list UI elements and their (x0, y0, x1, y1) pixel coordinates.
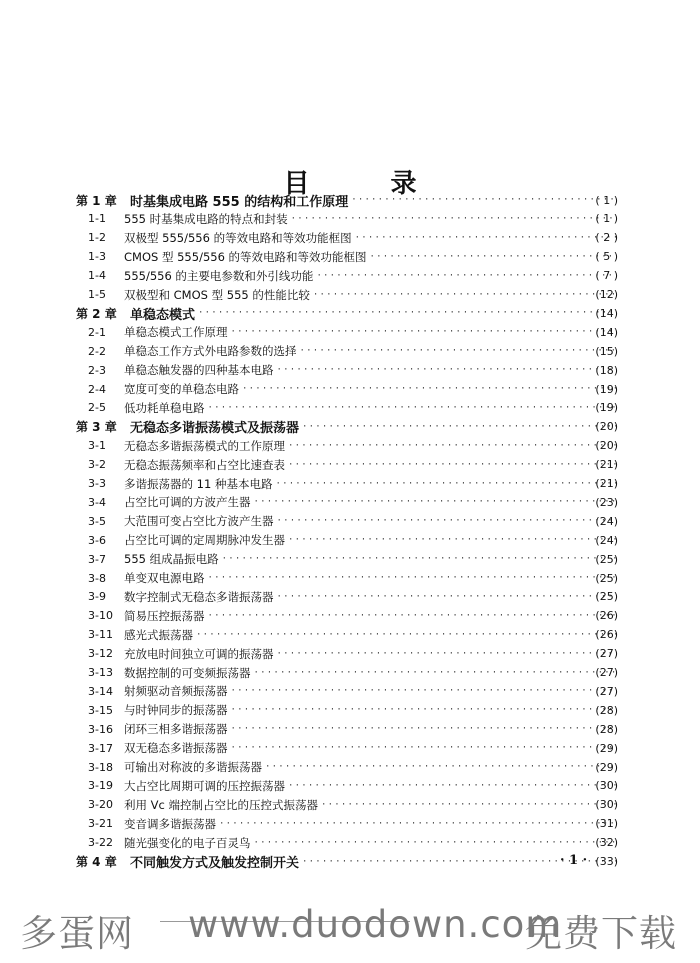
entry-number: 2-5 (88, 401, 106, 415)
entry-number: 第 3 章 (76, 420, 117, 435)
toc-section-entry[interactable] (0, 738, 700, 758)
dot-leader (355, 233, 616, 243)
toc-section-entry[interactable] (0, 606, 700, 626)
entry-number: 3-5 (88, 514, 106, 528)
entry-main (124, 230, 619, 246)
entry-title: 单稳态模式 (130, 307, 196, 323)
toc-section-entry[interactable] (0, 719, 700, 739)
entry-number: 3-9 (88, 590, 106, 604)
entry-title: 单稳态模式工作原理 (124, 325, 228, 340)
toc-section-entry[interactable] (0, 379, 700, 399)
entry-title: 多谐振荡器的 11 种基本电路 (124, 476, 273, 491)
entry-number: 3-7 (88, 552, 106, 566)
entry-number: 3-20 (88, 798, 113, 812)
page-title: 目 录 (283, 169, 453, 200)
watermark-slogan: 免费下载 (525, 912, 677, 955)
entry-title: 大占空比周期可调的压控振荡器 (124, 778, 285, 793)
toc-section-entry[interactable] (0, 455, 700, 475)
entry-number: 1-5 (88, 288, 106, 301)
entry-number: 3-21 (88, 817, 113, 831)
watermark-site-name: 多蛋网 (20, 912, 134, 955)
dot-leader (288, 460, 616, 470)
entry-main (124, 683, 619, 699)
toc-section-entry[interactable] (0, 530, 700, 550)
entry-title: 单稳态工作方式外电路参数的选择 (124, 344, 297, 359)
entry-page: (26) (595, 609, 618, 623)
toc-section-entry[interactable] (0, 625, 700, 645)
entry-main (124, 740, 619, 756)
watermark-url: www.duodown.com (188, 903, 563, 946)
toc-section-entry[interactable] (0, 247, 700, 267)
entry-page: (27) (595, 684, 618, 698)
entry-page: (33) (595, 855, 618, 868)
entry-number: 1-3 (88, 250, 106, 264)
entry-main (130, 417, 619, 436)
entry-main (124, 608, 619, 624)
entry-page: (20) (595, 439, 618, 453)
entry-number: 3-15 (88, 703, 113, 717)
entry-title: 555 组成晶振电路 (124, 552, 219, 567)
entry-main (124, 627, 619, 643)
entry-page: ( 1 ) (595, 212, 618, 226)
entry-title: 与时钟同步的振荡器 (124, 703, 228, 718)
entry-page: (27) (595, 666, 618, 679)
entry-page: (23) (595, 495, 618, 509)
toc-chapter-entry[interactable] (0, 417, 700, 437)
dot-leader (277, 516, 617, 526)
entry-page: (21) (595, 458, 618, 472)
entry-main (124, 249, 619, 265)
toc-section-entry[interactable] (0, 700, 700, 720)
entry-title: 双极型 555/556 的等效电路和等效功能框图 (124, 230, 352, 245)
dot-leader (208, 573, 617, 583)
dot-leader (370, 252, 616, 262)
toc-section-entry[interactable] (0, 795, 700, 815)
entry-page: (30) (595, 779, 618, 793)
entry-main (124, 665, 619, 681)
entry-number: 2-4 (88, 382, 106, 396)
entry-number: 第 2 章 (76, 306, 117, 321)
entry-number: 1-4 (88, 269, 106, 283)
entry-title: 宽度可变的单稳态电路 (124, 382, 239, 396)
toc-section-entry[interactable] (0, 209, 700, 229)
toc-section-entry[interactable] (0, 322, 700, 342)
entry-page: (19) (595, 382, 618, 396)
entry-page: (21) (595, 477, 618, 490)
entry-number: 第 1 章 (76, 193, 117, 208)
entry-page: ( 2 ) (595, 231, 618, 245)
dot-leader (313, 290, 616, 300)
entry-page: (24) (595, 514, 618, 528)
dot-leader (198, 308, 616, 318)
toc-section-entry[interactable] (0, 663, 700, 683)
entry-title: 数字控制式无稳态多谐振荡器 (124, 589, 274, 604)
entry-title: 双无稳态多谐振荡器 (124, 741, 228, 756)
toc-section-entry[interactable] (0, 285, 700, 305)
entry-number: 2-2 (88, 344, 106, 358)
entry-number: 3-2 (88, 458, 106, 472)
entry-page: (32) (595, 836, 618, 850)
dot-leader (288, 535, 616, 545)
entry-title: 射频驱动音频振荡器 (124, 684, 228, 699)
entry-title: 大范围可变占空比方波产生器 (124, 514, 274, 529)
entry-main (124, 702, 619, 718)
toc-section-entry[interactable] (0, 568, 700, 588)
toc-section-entry[interactable] (0, 474, 700, 494)
entry-main (124, 381, 619, 397)
entry-number: 3-4 (88, 495, 106, 509)
entry-main (124, 721, 619, 737)
dot-leader (291, 214, 616, 224)
entry-main (124, 438, 619, 454)
entry-title: 感光式振荡器 (124, 627, 193, 642)
dot-leader (196, 630, 616, 640)
entry-main (130, 304, 619, 323)
entry-main (124, 513, 619, 529)
entry-page: (25) (595, 552, 618, 566)
dot-leader (302, 422, 616, 432)
toc-section-entry[interactable] (0, 360, 700, 380)
toc-section-entry[interactable] (0, 549, 700, 569)
entry-main (124, 343, 619, 359)
entry-number: 3-22 (88, 836, 113, 850)
toc-section-entry[interactable] (0, 833, 700, 853)
entry-title: 随光强变化的电子百灵鸟 (124, 835, 251, 850)
entry-main (124, 362, 619, 378)
entry-page: (29) (595, 741, 618, 755)
entry-title: 无稳态多谐振荡模式的工作原理 (124, 438, 285, 453)
dot-leader (242, 384, 616, 394)
entry-number: 3-18 (88, 760, 113, 774)
entry-title: 充放电时间独立可调的振荡器 (124, 646, 274, 661)
entry-title: 利用 Vc 端控制占空比的压控式振荡器 (124, 797, 318, 812)
dot-leader (277, 649, 617, 659)
entry-main (130, 852, 619, 871)
entry-number: 2-3 (88, 363, 106, 377)
entry-page: (20) (595, 420, 618, 434)
entry-main (124, 570, 619, 586)
entry-number: 3-19 (88, 779, 113, 793)
toc-section-entry[interactable] (0, 266, 700, 286)
entry-main (124, 551, 619, 567)
entry-page: (28) (595, 722, 618, 736)
dot-leader (231, 686, 617, 696)
entry-page: (30) (595, 798, 618, 812)
dot-leader (231, 724, 617, 734)
dot-leader (231, 327, 617, 337)
dot-leader (254, 838, 617, 848)
entry-page: ( 5 ) (595, 250, 618, 264)
entry-number: 1-1 (88, 212, 106, 226)
entry-number: 3-12 (88, 647, 113, 661)
toc-section-entry[interactable] (0, 341, 700, 361)
entry-number: 3-14 (88, 684, 113, 698)
entry-page: (19) (595, 401, 618, 415)
entry-main (130, 191, 619, 210)
entry-main (124, 532, 619, 548)
toc-section-entry[interactable] (0, 436, 700, 456)
entry-title: 555 时基集成电路的特点和封装 (124, 211, 288, 226)
entry-number: 2-1 (88, 325, 106, 339)
entry-main (124, 287, 619, 303)
entry-title: 单稳态触发器的四种基本电路 (124, 363, 274, 378)
dot-leader (208, 611, 617, 621)
entry-page: (12) (595, 288, 618, 301)
entry-title: 数据控制的可变频振荡器 (124, 665, 251, 680)
toc-section-entry[interactable] (0, 757, 700, 777)
dot-leader (316, 271, 616, 281)
entry-title: 无稳态多谐振荡模式及振荡器 (130, 421, 300, 437)
entry-main (124, 476, 619, 492)
toc-section-entry[interactable] (0, 228, 700, 248)
entry-page: (25) (595, 571, 618, 585)
entry-main (124, 759, 619, 775)
entry-main (124, 268, 619, 284)
dot-leader (219, 819, 616, 829)
entry-number: 3-11 (88, 628, 113, 642)
entry-title: 不同触发方式及触发控制开关 (130, 856, 300, 871)
entry-number: 3-16 (88, 722, 113, 736)
entry-number: 第 4 章 (76, 855, 117, 869)
entry-main (124, 400, 619, 416)
entry-main (124, 589, 619, 605)
entry-number: 3-6 (88, 533, 106, 547)
toc-section-entry[interactable] (0, 511, 700, 531)
entry-title: 双极型和 CMOS 型 555 的性能比较 (124, 287, 310, 302)
toc-section-entry[interactable] (0, 644, 700, 664)
dot-leader (300, 346, 617, 356)
entry-title: 时基集成电路 555 的结构和工作原理 (130, 194, 349, 210)
entry-main (124, 835, 619, 851)
dot-leader (277, 365, 617, 375)
entry-title: 555/556 的主要电参数和外引线功能 (124, 268, 314, 283)
dot-leader (265, 762, 616, 772)
toc-section-entry[interactable] (0, 398, 700, 418)
page-number: · 1 · (560, 853, 588, 868)
dot-leader (275, 479, 616, 489)
entry-page: (15) (595, 344, 618, 358)
dot-leader (288, 441, 616, 451)
toc-section-entry[interactable] (0, 776, 700, 796)
entry-main (124, 324, 619, 340)
dot-leader (222, 554, 616, 564)
toc-chapter-entry[interactable] (0, 303, 700, 323)
entry-page: (29) (595, 760, 618, 774)
entry-title: 低功耗单稳电路 (124, 400, 205, 415)
entry-title: 闭环三相多谐振荡器 (124, 722, 228, 737)
toc-section-entry[interactable] (0, 681, 700, 701)
entry-page: (31) (595, 817, 618, 831)
entry-page: (24) (595, 533, 618, 547)
entry-main (124, 211, 619, 227)
dot-leader (288, 781, 616, 791)
dot-leader (254, 497, 617, 507)
dot-leader (254, 668, 617, 678)
toc-chapter-entry[interactable] (0, 852, 700, 872)
toc-section-entry[interactable] (0, 587, 700, 607)
entry-main (124, 646, 619, 662)
entry-title: 简易压控振荡器 (124, 608, 205, 623)
entry-page: (14) (595, 325, 618, 339)
entry-page: (27) (595, 647, 618, 661)
dot-leader (277, 592, 617, 602)
entry-title: 无稳态振荡频率和占空比速查表 (124, 457, 285, 472)
entry-main (124, 797, 619, 813)
entry-title: 占空比可调的方波产生器 (124, 495, 251, 510)
toc-section-entry[interactable] (0, 492, 700, 512)
entry-page: (14) (595, 306, 618, 320)
entry-title: 可输出对称波的多谐振荡器 (124, 760, 262, 774)
entry-main (124, 778, 619, 794)
watermark (0, 903, 700, 953)
entry-main (124, 494, 619, 510)
entry-page: (25) (595, 590, 618, 604)
entry-page: ( 1 ) (595, 193, 618, 207)
entry-main (124, 816, 619, 832)
dot-leader (231, 705, 617, 715)
entry-number: 3-17 (88, 741, 113, 755)
entry-main (124, 457, 619, 473)
entry-page: (18) (595, 363, 618, 377)
dot-leader (208, 403, 617, 413)
entry-page: (28) (595, 703, 618, 717)
entry-title: CMOS 型 555/556 的等效电路和等效功能框图 (124, 249, 367, 264)
entry-page: (26) (595, 628, 618, 642)
entry-number: 3-10 (88, 609, 113, 623)
toc-section-entry[interactable] (0, 814, 700, 834)
dot-leader (231, 743, 617, 753)
entry-title: 占空比可调的定周期脉冲发生器 (124, 533, 285, 548)
dot-leader (321, 800, 616, 810)
toc-chapter-entry[interactable] (0, 190, 700, 210)
entry-number: 3-8 (88, 571, 106, 585)
entry-number: 3-1 (88, 439, 106, 453)
entry-title: 变音调多谐振荡器 (124, 816, 216, 831)
entry-title: 单变双电源电路 (124, 571, 205, 585)
dot-leader (351, 195, 616, 205)
entry-page: ( 7 ) (595, 269, 618, 283)
entry-number: 1-2 (88, 231, 106, 245)
entry-number: 3-13 (88, 666, 113, 679)
entry-number: 3-3 (88, 477, 106, 490)
